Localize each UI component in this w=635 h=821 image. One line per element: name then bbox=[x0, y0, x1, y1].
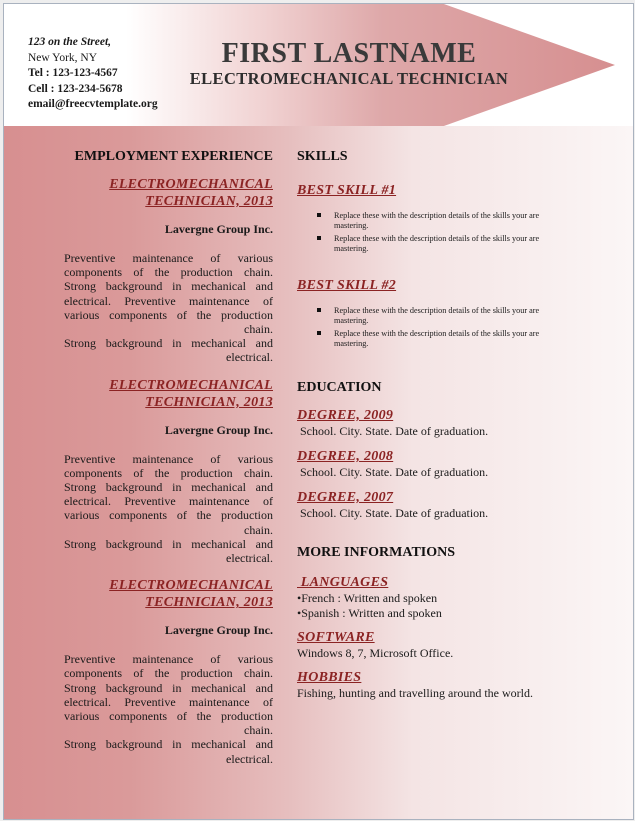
degree-detail: School. City. State. Date of graduation. bbox=[300, 424, 489, 438]
software-text: Windows 8, 7, Microsoft Office. bbox=[297, 646, 454, 660]
language-line: •Spanish : Written and spoken bbox=[297, 606, 442, 620]
skill-block bbox=[297, 277, 597, 349]
job-description bbox=[64, 251, 273, 365]
education-item bbox=[297, 489, 597, 521]
job-description-para1: Preventive maintenance of various components of the production chain. Strong background in mechanical and electrical. Preventive maintenance of various components of the production chain. bbox=[64, 652, 273, 738]
hobbies-text: Fishing, hunting and travelling around the world. bbox=[297, 686, 533, 700]
job-title-line2: TECHNICIAN, 2013 bbox=[145, 595, 273, 611]
hobbies-title: HOBBIES bbox=[297, 670, 362, 685]
job-entry bbox=[64, 577, 273, 766]
degree-detail: School. City. State. Date of graduation. bbox=[300, 465, 489, 479]
skill-bullets bbox=[297, 306, 597, 349]
degree-title: DEGREE, 2009 bbox=[297, 408, 394, 423]
candidate-name: FIRST LASTNAME bbox=[221, 38, 477, 69]
job-title-line1: ELECTROMECHANICAL bbox=[109, 578, 273, 594]
candidate-title: ELECTROMECHANICAL TECHNICIAN bbox=[189, 69, 509, 88]
right-column bbox=[297, 148, 597, 701]
skill-bullet: Replace these with the description details of the skills your are mastering. bbox=[334, 234, 574, 254]
degree-title: DEGREE, 2008 bbox=[297, 449, 394, 464]
hobbies-block bbox=[297, 669, 597, 701]
skill-title: BEST SKILL #2 bbox=[297, 278, 397, 293]
job-company: Lavergne Group Inc. bbox=[164, 422, 273, 437]
employment-section bbox=[64, 148, 273, 766]
job-description bbox=[64, 452, 273, 566]
job-company: Lavergne Group Inc. bbox=[164, 222, 273, 236]
languages-title: LANGUAGES bbox=[297, 575, 389, 590]
languages-block bbox=[297, 574, 597, 621]
degree-detail: School. City. State. Date of graduation. bbox=[300, 506, 489, 520]
skill-bullet: Replace these with the description details of the skills your are mastering. bbox=[334, 306, 574, 326]
skill-title: BEST SKILL #1 bbox=[297, 183, 397, 198]
skill-bullet: Replace these with the description details of the skills your are mastering. bbox=[334, 211, 574, 231]
contact-tel: Tel : 123-123-4567 bbox=[28, 67, 118, 79]
employment-heading: EMPLOYMENT EXPERIENCE bbox=[74, 149, 273, 164]
skill-bullets bbox=[297, 211, 597, 254]
job-entry bbox=[64, 176, 273, 365]
education-item bbox=[297, 407, 597, 439]
job-description-para1: Preventive maintenance of various components of the production chain. Strong background in mechanical and electrical. Preventive maintenance of various components of the production chain. bbox=[64, 251, 273, 337]
job-title-line2: TECHNICIAN, 2013 bbox=[145, 394, 273, 410]
job-entry bbox=[64, 377, 273, 566]
contact-email: email@freecvtemplate.org bbox=[28, 98, 158, 110]
job-description-para2: Strong background in mechanical and electrical. bbox=[64, 336, 273, 365]
language-line: •French : Written and spoken bbox=[297, 591, 438, 605]
contact-city: New York, NY bbox=[28, 51, 98, 64]
skills-heading: SKILLS bbox=[297, 149, 348, 164]
job-title-line1: ELECTROMECHANICAL bbox=[109, 377, 273, 393]
education-heading: EDUCATION bbox=[297, 380, 382, 395]
software-block bbox=[297, 629, 597, 661]
resume-page bbox=[3, 3, 634, 820]
contact-block bbox=[28, 35, 158, 113]
job-title-line2: TECHNICIAN, 2013 bbox=[145, 194, 273, 209]
job-description-para1: Preventive maintenance of various components of the production chain. Strong background in mechanical and electrical. Preventive maintenance of various components of the production chain. bbox=[64, 451, 273, 537]
job-description-para2: Strong background in mechanical and electrical. bbox=[64, 737, 273, 766]
degree-title: DEGREE, 2007 bbox=[297, 490, 394, 505]
more-info-heading: MORE INFORMATIONS bbox=[297, 545, 456, 560]
job-description bbox=[64, 652, 273, 766]
skill-bullet: Replace these with the description details of the skills your are mastering. bbox=[334, 329, 574, 349]
contact-street: 123 on the Street, bbox=[28, 36, 112, 48]
contact-cell: Cell : 123-234-5678 bbox=[28, 82, 123, 95]
software-title: SOFTWARE bbox=[297, 630, 375, 645]
education-item bbox=[297, 448, 597, 480]
job-description-para2: Strong background in mechanical and electrical. bbox=[64, 536, 273, 566]
job-title-line1: ELECTROMECHANICAL bbox=[109, 177, 273, 192]
job-company: Lavergne Group Inc. bbox=[164, 623, 273, 638]
skill-block bbox=[297, 182, 597, 254]
